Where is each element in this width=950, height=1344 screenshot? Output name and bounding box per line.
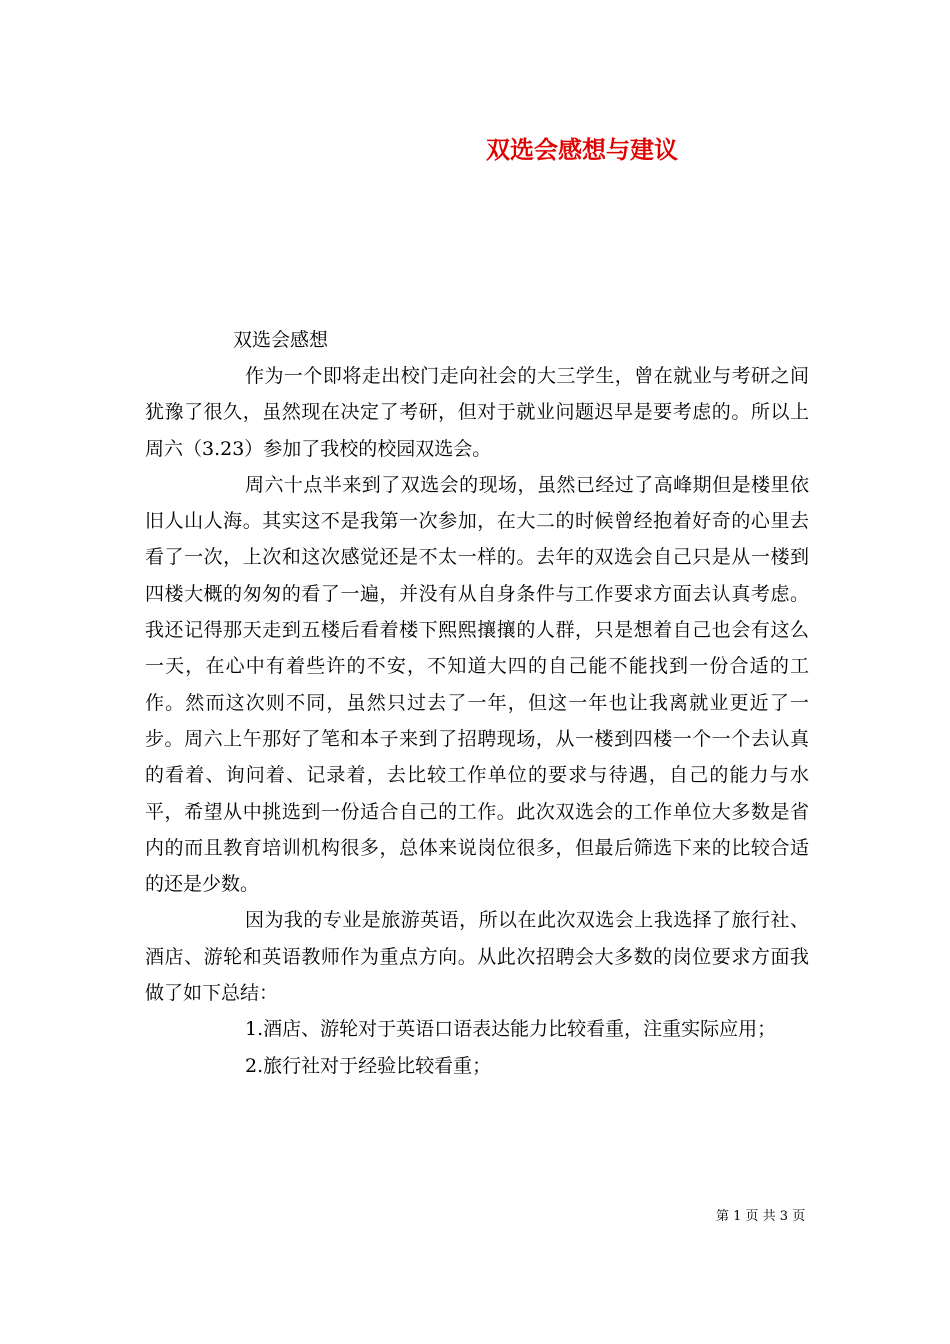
document-body xyxy=(145,358,809,1084)
paragraph: 因为我的专业是旅游英语，所以在此次双选会上我选择了旅行社、酒店、游轮和英语教师作为重点方向。从此次招聘会大多数的岗位要求方面我做了如下总结： xyxy=(145,909,809,1005)
page-footer: 第 1 页 共 3 页 xyxy=(716,1209,806,1224)
list-item: 2.旅行社对于经验比较看重； xyxy=(245,1054,492,1077)
paragraph: 作为一个即将走出校门走向社会的大三学生，曾在就业与考研之间犹豫了很久，虽然现在决定了考研，但对于就业问题迟早是要考虑的。所以上周六（3.23）参加了我校的校园双选会。 xyxy=(145,365,809,460)
section-heading: 双选会感想 xyxy=(233,329,329,351)
paragraph: 周六十点半来到了双选会的现场，虽然已经过了高峰期但是楼里依旧人山人海。其实这不是我第一次参加，在大二的时候曾经抱着好奇的心里去看了一次，上次和这次感觉还是不太一样的。去年的双选会自己只是从一楼到四楼大概的匆匆的看了一遍，并没有从自身条件与工作要求方面去认真考虑。我还记得那天走到五楼后看着楼下熙熙攘攘的人群，只是想着自己也会有这么一天，在心中有着些许的不安，不知道大四的自己能不能找到一份合适的工作。然而这次则不同，虽然只过去了一年，但这一年也让我离就业更近了一步。周六上午那好了笔和本子来到了招聘现场，从一楼到四楼一个一个去认真的看着、询问着、记录着，去比较工作单位的要求与待遇，自己的能力与水平，希望从中挑选到一份适合自己的工作。此次双选会的工作单位大多数是省内的而且教育培训机构很多，总体来说岗位很多，但最后筛选下来的比较合适的还是少数。 xyxy=(145,473,809,896)
page-title: 双选会感想与建议 xyxy=(486,135,678,164)
list-item: 1.酒店、游轮对于英语口语表达能力比较看重，注重实际应用； xyxy=(245,1018,777,1041)
